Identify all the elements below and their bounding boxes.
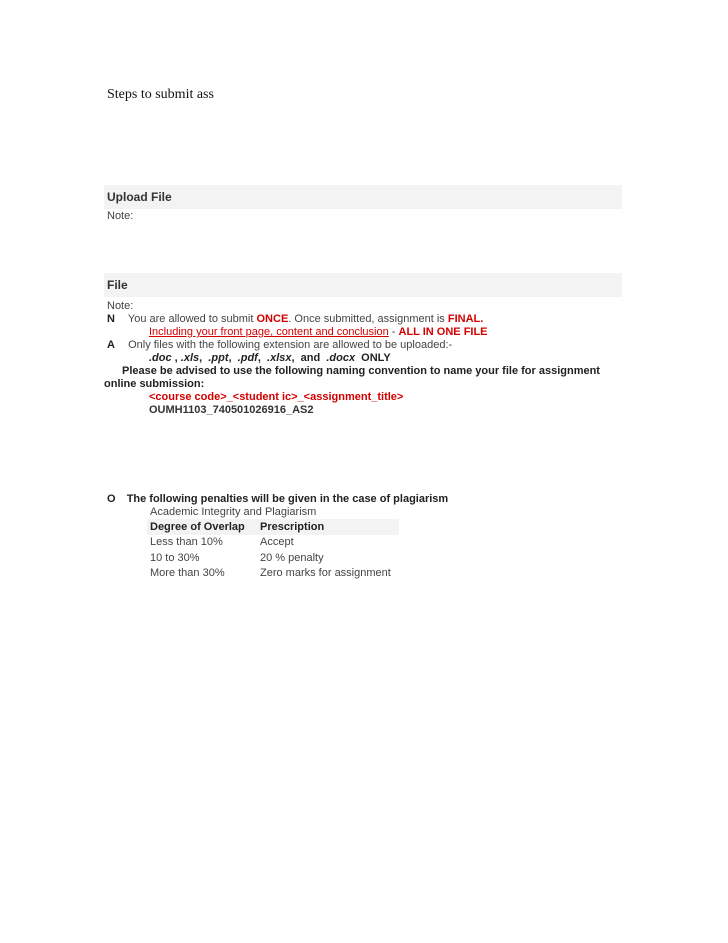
table-row [147, 550, 399, 566]
one-file-line [149, 326, 488, 338]
naming-example: OUMH1103_740501026916_AS2 [149, 404, 314, 416]
ext-ppt: .ppt [208, 352, 229, 364]
note-item-once [107, 313, 483, 325]
list-marker: N [107, 313, 115, 325]
ext-docx: .docx [326, 352, 356, 364]
ext-xlsx: .xlsx [267, 352, 292, 364]
upload-note-label: Note: [107, 210, 134, 222]
file-header-bar [104, 273, 622, 297]
final-keyword: FINAL. [447, 313, 484, 325]
file-note-label: Note: [107, 300, 134, 312]
table-cell: More than 30% [150, 567, 225, 580]
extensions-text: Only files with the following extension are allowed to be uploaded:- [128, 339, 453, 351]
all-in-one-file: ALL IN ONE FILE [398, 326, 488, 338]
table-cell: 10 to 30% [150, 551, 200, 564]
note-item-extensions [107, 339, 452, 351]
upload-file-header-bar [104, 185, 622, 209]
extensions-list: .doc , .xls, .ppt, .pdf, .xlsx, and .docx ONLY [149, 352, 391, 364]
ext-xls: .xls [180, 352, 200, 364]
ext-only: ONLY [355, 352, 391, 364]
table-cell: Zero marks for assignment [260, 567, 391, 580]
table-row [147, 535, 399, 551]
upload-file-header: Upload File [107, 190, 172, 204]
naming-advice-line1: Please be advised to use the following naming convention to name your file for assignment [122, 365, 600, 377]
once-text-before: You are allowed to submit [127, 313, 257, 325]
naming-advice-line2: online submission: [104, 378, 205, 390]
one-file-link[interactable]: Including your front page, content and conclusion [149, 326, 389, 338]
ext-doc: .doc [149, 352, 172, 364]
table-cell: 20 % penalty [260, 551, 324, 564]
plagiarism-heading: The following penalties will be given in the case of plagiarism [126, 493, 449, 505]
column-header: Prescription [257, 519, 399, 535]
page-title: Steps to submit ass [107, 87, 214, 102]
table-header-row [147, 519, 399, 535]
ext-pdf: .pdf [237, 352, 258, 364]
once-text-middle: . Once submitted, assignment is [288, 313, 448, 325]
list-marker: A [107, 339, 115, 351]
file-header: File [107, 278, 128, 292]
table-cell: Accept [260, 536, 294, 549]
table-cell: Less than 10% [150, 536, 223, 549]
plagiarism-table-title: Academic Integrity and Plagiarism [150, 506, 317, 518]
column-header: Degree of Overlap [147, 519, 257, 535]
table-row [147, 566, 399, 582]
list-marker: O [107, 493, 116, 505]
plagiarism-table [147, 519, 399, 581]
one-file-dash: - [388, 326, 399, 338]
plagiarism-heading-line [107, 493, 448, 505]
naming-convention: <course code>_<student ic>_<assignment_title> [149, 391, 404, 403]
once-keyword: ONCE [256, 313, 289, 325]
